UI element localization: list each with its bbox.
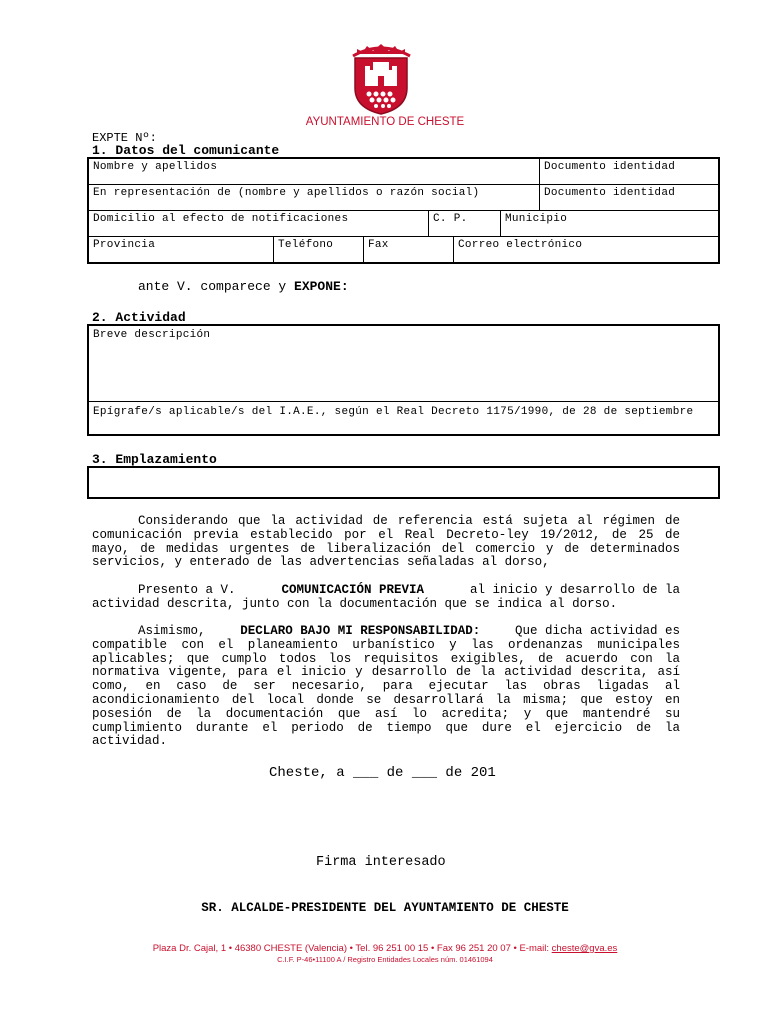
- p3-first-line: [92, 625, 680, 639]
- p3-a: Asimismo,: [138, 624, 206, 638]
- p2-line2: actividad descrita, junto con la documentación que se indica al dorso.: [92, 596, 618, 611]
- municipio-field[interactable]: [500, 211, 718, 236]
- p3-bold: DECLARO BAJO MI RESPONSABILIDAD:: [240, 624, 481, 638]
- p3-last: actividad.: [92, 734, 168, 749]
- representacion-label: En representación de (nombre y apellidos o razón social): [93, 187, 480, 199]
- cp-label: C. P.: [433, 213, 468, 225]
- telefono-label: Teléfono: [278, 239, 334, 251]
- p2-bold: COMUNICACIÓN PREVIA: [281, 583, 424, 597]
- footer-address-text: Plaza Dr. Cajal, 1 • 46380 CHESTE (Valencia) • Tel. 96 251 00 15 • Fax 96 251 20 07 • E-mail:: [152, 943, 552, 954]
- p2-a: Presento a V.: [138, 583, 236, 597]
- firma-label: Firma interesado: [316, 855, 446, 870]
- p1-line: mayo, de medidas urgentes de liberalización del comercio y de determinados: [92, 541, 680, 556]
- provincia-label: Provincia: [93, 239, 156, 251]
- coat-of-arms-icon: [343, 42, 420, 116]
- section3-title: 3. Emplazamiento: [92, 452, 217, 467]
- paragraph-asimismo: [92, 625, 680, 749]
- form-row-representacion: [89, 185, 718, 211]
- provincia-field[interactable]: [89, 237, 273, 264]
- documento-rep-label: Documento identidad: [544, 187, 676, 199]
- paragraph-presento: [92, 584, 680, 612]
- domicilio-field[interactable]: [89, 211, 428, 236]
- footer-email-link[interactable]: cheste@gva.es: [551, 943, 618, 954]
- p3-line: como, en caso de ser necesario, para ejecutar las obras ligadas al: [92, 679, 680, 694]
- nombre-label: Nombre y apellidos: [93, 161, 218, 173]
- documento-label: Documento identidad: [544, 161, 676, 173]
- expone-bold: EXPONE:: [294, 279, 349, 294]
- epigrafe-field[interactable]: [89, 418, 718, 434]
- footer-cif: C.I.F. P-46•11100 A / Registro Entidades Locales núm. 01461094: [277, 955, 493, 964]
- expone-line: [138, 279, 349, 294]
- p3-line: posesión de la documentación que así lo acredita; y que mantendré su: [92, 706, 680, 721]
- p1-line: Considerando que la actividad de referencia está sujeta al régimen de: [138, 514, 680, 528]
- fax-label: Fax: [368, 239, 389, 251]
- emplazamiento-field[interactable]: [87, 466, 720, 499]
- form-row-provincia: [89, 237, 718, 264]
- fax-field[interactable]: [363, 237, 453, 264]
- representacion-field[interactable]: [89, 185, 539, 210]
- paragraph-considerando: [92, 515, 680, 570]
- cp-field[interactable]: [428, 211, 500, 236]
- expte-label: EXPTE Nº:: [92, 131, 157, 145]
- p3-line: normativa vigente, para el inicio y desarrollo de la actividad descrita, así: [92, 665, 680, 680]
- addressee: SR. ALCALDE-PRESIDENTE DEL AYUNTAMIENTO DE CHESTE: [201, 901, 569, 915]
- p3-line: compatible con el planeamiento urbanístico y las ordenanzas municipales: [92, 637, 680, 652]
- ayuntamiento-title: AYUNTAMIENTO DE CHESTE: [305, 116, 465, 128]
- p1-line: comunicación previa establecido por el Real Decreto-ley 19/2012, de 25 de: [92, 527, 680, 542]
- correo-label: Correo electrónico: [458, 239, 583, 251]
- p3-line: aplicables; que cumplo todos los requisitos exigibles, de acuerdo con la: [92, 651, 680, 666]
- documento-field[interactable]: [539, 159, 718, 184]
- p1-line: servicios, y enterado de las advertencias señaladas al dorso,: [92, 555, 550, 570]
- section1-title: 1. Datos del comunicante: [92, 143, 280, 158]
- nombre-field[interactable]: [89, 159, 539, 184]
- p3-line: acondicionamiento del local donde se desarrollará la misma; que estoy en: [92, 692, 680, 707]
- p2-first-line: [92, 584, 680, 598]
- p3-line: cumplimiento durante el periodo de tiempo que dure el ejercicio de la: [92, 720, 680, 735]
- descripcion-label: Breve descripción: [93, 329, 211, 341]
- p2-b: al inicio y desarrollo de la: [469, 583, 680, 597]
- p3-b: Que dicha actividad es: [514, 624, 680, 638]
- epigrafe-divider: [89, 401, 718, 402]
- domicilio-label: Domicilio al efecto de notificaciones: [93, 213, 349, 225]
- documento-rep-field[interactable]: [539, 185, 718, 210]
- descripcion-field[interactable]: [89, 342, 718, 400]
- correo-field[interactable]: [453, 237, 718, 264]
- form-row-nombre: [89, 159, 718, 185]
- telefono-field[interactable]: [273, 237, 363, 264]
- expone-prefix: ante V. comparece y: [138, 279, 295, 294]
- section2-title: 2. Actividad: [92, 310, 186, 325]
- date-line: Cheste, a ___ de ___ de 201: [269, 765, 496, 781]
- actividad-box: [87, 324, 720, 436]
- form-row-domicilio: [89, 211, 718, 237]
- footer-address: [0, 943, 770, 954]
- municipio-label: Municipio: [505, 213, 568, 225]
- epigrafe-label: Epígrafe/s aplicable/s del I.A.E., según el Real Decreto 1175/1990, de 28 de septiembre: [93, 406, 694, 418]
- comunicante-form: [87, 157, 720, 264]
